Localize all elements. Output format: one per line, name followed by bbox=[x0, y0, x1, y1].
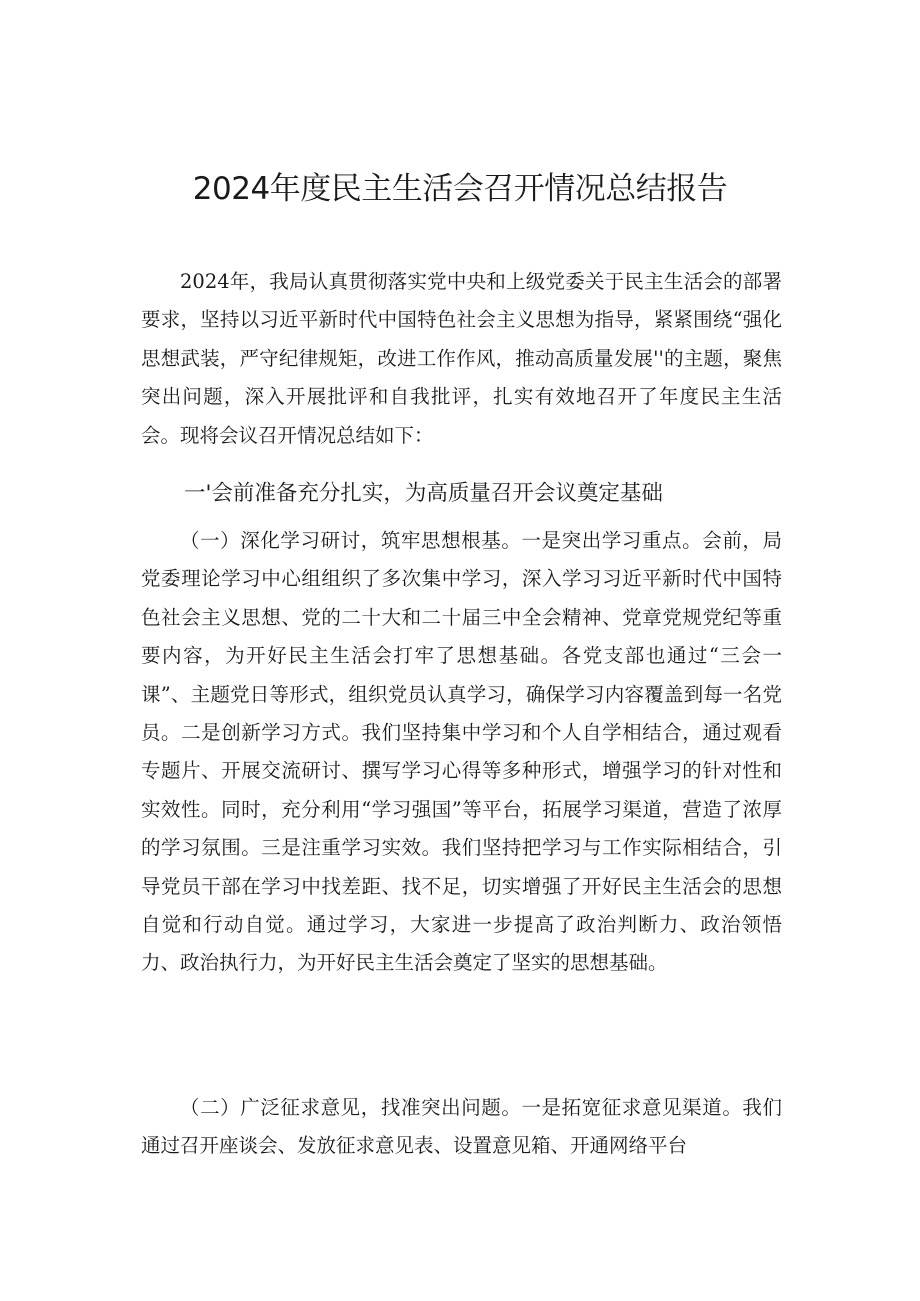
section-heading: 一'会前准备充分扎实，为高质量召开会议奠定基础 bbox=[184, 481, 663, 506]
document-title: 2024年度民主生活会召开情况总结报告 bbox=[192, 171, 728, 207]
intro-paragraph: 2024年，我局认真贯彻落实党中央和上级党委关于民主生活会的部署要求，坚持以习近平新时代中国特色社会主义思想为指导，紧紧围绕“强化思想武装，严守纪律规矩，改进工作作风，推动高质量发展''的主题，聚焦突出问题，深入开展批评和自我批评，扎实有效地召开了年度民主生活会。现将会议召开情况总结如下： bbox=[141, 270, 782, 447]
body-paragraph: （一）深化学习研讨，筑牢思想根基。一是突出学习重点。会前，局党委理论学习中心组组织了多次集中学习，深入学习习近平新时代中国特色社会主义思想、党的二十大和二十届三中全会精神、党章党规党纪等重要内容，为开好民主生活会打牢了思想基础。各党支部也通过“三会一课”、主题党日等形式，组织党员认真学习，确保学习内容覆盖到每一名党员。二是创新学习方式。我们坚持集中学习和个人自学相结合，通过观看专题片、开展交流研讨、撰写学习心得等多种形式，增强学习的针对性和实效性。同时，充分利用“学习强国”等平台，拓展学习渠道，营造了浓厚的学习氛围。三是注重学习实效。我们坚持把学习与工作实际相结合，引导党员干部在学习中找差距、找不足，切实增强了开好民主生活会的思想自觉和行动自觉。通过学习，大家进一步提高了政治判断力、政治领悟力、政治执行力，为开好民主生活会奠定了坚实的思想基础。 bbox=[141, 529, 782, 975]
body-paragraph: （二）广泛征求意见，找准突出问题。一是拓宽征求意见渠道。我们通过召开座谈会、发放征求意见表、设置意见箱、开通网络平台 bbox=[141, 1096, 782, 1158]
